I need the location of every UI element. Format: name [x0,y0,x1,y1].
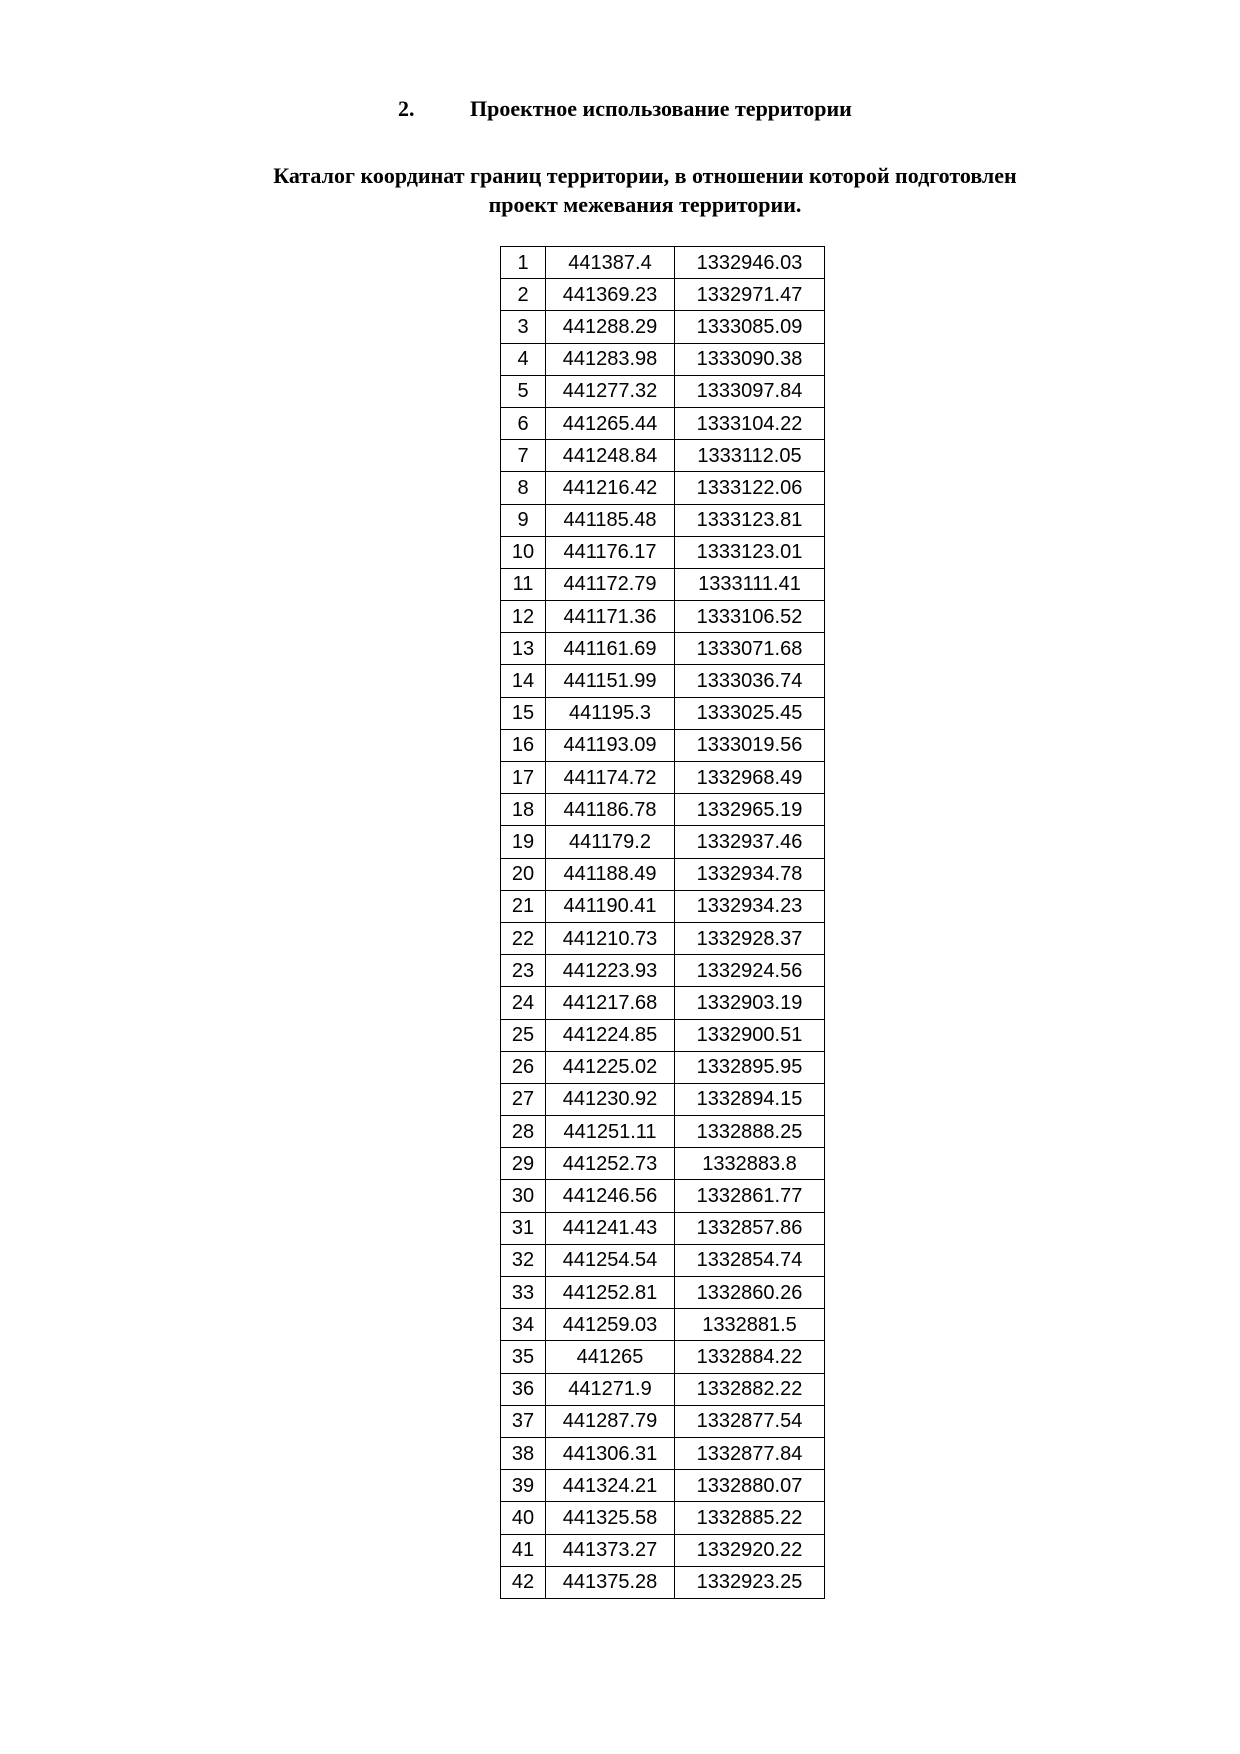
coordinate-y-cell: 1332877.84 [675,1437,825,1469]
coordinate-y-cell: 1333085.09 [675,311,825,343]
coordinate-x-cell: 441223.93 [546,955,675,987]
coordinate-x-cell: 441186.78 [546,794,675,826]
coordinate-y-cell: 1332937.46 [675,826,825,858]
coordinate-x-cell: 441254.54 [546,1244,675,1276]
table-row [501,1148,825,1180]
table-row [501,1180,825,1212]
table-row [501,922,825,954]
coordinate-y-cell: 1332882.22 [675,1373,825,1405]
table-row [501,1116,825,1148]
coordinate-x-cell: 441190.41 [546,890,675,922]
coordinate-y-cell: 1332900.51 [675,1019,825,1051]
table-row [501,1019,825,1051]
coordinate-y-cell: 1332928.37 [675,922,825,954]
coordinate-y-cell: 1332877.54 [675,1405,825,1437]
point-number-cell: 6 [501,407,546,439]
point-number-cell: 39 [501,1470,546,1502]
point-number-cell: 26 [501,1051,546,1083]
coordinate-y-cell: 1332880.07 [675,1470,825,1502]
table-row [501,890,825,922]
point-number-cell: 18 [501,794,546,826]
coordinate-x-cell: 441387.4 [546,247,675,279]
point-number-cell: 12 [501,601,546,633]
point-number-cell: 11 [501,568,546,600]
point-number-cell: 14 [501,665,546,697]
point-number-cell: 22 [501,922,546,954]
table-row [501,1405,825,1437]
table-row [501,375,825,407]
coordinate-x-cell: 441259.03 [546,1309,675,1341]
coordinate-x-cell: 441271.9 [546,1373,675,1405]
coordinate-y-cell: 1332861.77 [675,1180,825,1212]
coordinate-y-cell: 1332903.19 [675,987,825,1019]
point-number-cell: 3 [501,311,546,343]
coordinate-y-cell: 1333123.81 [675,504,825,536]
coordinate-y-cell: 1333111.41 [675,568,825,600]
point-number-cell: 8 [501,472,546,504]
point-number-cell: 13 [501,633,546,665]
table-row [501,1277,825,1309]
coordinate-x-cell: 441324.21 [546,1470,675,1502]
point-number-cell: 2 [501,279,546,311]
table-row [501,504,825,536]
point-number-cell: 1 [501,247,546,279]
coordinate-y-cell: 1332857.86 [675,1212,825,1244]
table-row [501,826,825,858]
table-row [501,1051,825,1083]
coordinate-x-cell: 441176.17 [546,536,675,568]
coordinate-x-cell: 441283.98 [546,343,675,375]
point-number-cell: 42 [501,1566,546,1598]
coordinate-x-cell: 441277.32 [546,375,675,407]
coordinate-x-cell: 441172.79 [546,568,675,600]
coordinate-y-cell: 1333036.74 [675,665,825,697]
coordinate-x-cell: 441373.27 [546,1534,675,1566]
table-row [501,794,825,826]
point-number-cell: 29 [501,1148,546,1180]
table-row [501,1566,825,1598]
coordinate-y-cell: 1332885.22 [675,1502,825,1534]
coordinate-y-cell: 1332965.19 [675,794,825,826]
table-row [501,472,825,504]
point-number-cell: 36 [501,1373,546,1405]
table-row [501,858,825,890]
point-number-cell: 25 [501,1019,546,1051]
coordinate-x-cell: 441251.11 [546,1116,675,1148]
coordinate-x-cell: 441151.99 [546,665,675,697]
coordinate-x-cell: 441210.73 [546,922,675,954]
table-row [501,1244,825,1276]
coordinate-x-cell: 441230.92 [546,1083,675,1115]
coordinate-x-cell: 441174.72 [546,762,675,794]
table-row [501,343,825,375]
point-number-cell: 19 [501,826,546,858]
coordinate-x-cell: 441265.44 [546,407,675,439]
point-number-cell: 35 [501,1341,546,1373]
coordinate-y-cell: 1333097.84 [675,375,825,407]
section-title: Проектное использование территории [470,96,852,121]
point-number-cell: 24 [501,987,546,1019]
table-row [501,1534,825,1566]
coordinate-x-cell: 441306.31 [546,1437,675,1469]
coordinate-x-cell: 441252.81 [546,1277,675,1309]
table-row [501,762,825,794]
point-number-cell: 5 [501,375,546,407]
coordinate-x-cell: 441216.42 [546,472,675,504]
table-row [501,633,825,665]
table-row [501,279,825,311]
point-number-cell: 17 [501,762,546,794]
point-number-cell: 20 [501,858,546,890]
table-row [501,568,825,600]
coordinate-x-cell: 441325.58 [546,1502,675,1534]
coordinate-y-cell: 1332884.22 [675,1341,825,1373]
coordinate-y-cell: 1332881.5 [675,1309,825,1341]
coordinate-y-cell: 1332894.15 [675,1083,825,1115]
table-row [501,729,825,761]
point-number-cell: 30 [501,1180,546,1212]
point-number-cell: 4 [501,343,546,375]
table-row [501,311,825,343]
point-number-cell: 34 [501,1309,546,1341]
table-row [501,697,825,729]
table-row [501,987,825,1019]
table-row [501,1083,825,1115]
coordinate-x-cell: 441246.56 [546,1180,675,1212]
coordinate-y-cell: 1332934.78 [675,858,825,890]
point-number-cell: 40 [501,1502,546,1534]
point-number-cell: 37 [501,1405,546,1437]
coordinate-x-cell: 441287.79 [546,1405,675,1437]
table-row [501,407,825,439]
coordinate-y-cell: 1333104.22 [675,407,825,439]
point-number-cell: 28 [501,1116,546,1148]
coordinate-x-cell: 441224.85 [546,1019,675,1051]
catalog-title [195,161,1095,219]
coordinate-y-cell: 1333090.38 [675,343,825,375]
table-row [501,665,825,697]
coordinate-y-cell: 1333071.68 [675,633,825,665]
coordinate-x-cell: 441288.29 [546,311,675,343]
table-row [501,1437,825,1469]
point-number-cell: 16 [501,729,546,761]
coordinate-y-cell: 1333123.01 [675,536,825,568]
coordinate-x-cell: 441179.2 [546,826,675,858]
table-row [501,1470,825,1502]
coordinate-x-cell: 441161.69 [546,633,675,665]
coordinate-x-cell: 441248.84 [546,440,675,472]
table-row [501,955,825,987]
coordinate-y-cell: 1332934.23 [675,890,825,922]
table-row [501,440,825,472]
section-number: 2. [398,96,415,121]
point-number-cell: 38 [501,1437,546,1469]
point-number-cell: 27 [501,1083,546,1115]
point-number-cell: 9 [501,504,546,536]
coordinates-table [500,246,825,1599]
table-row [501,1373,825,1405]
coordinate-x-cell: 441193.09 [546,729,675,761]
table-row [501,536,825,568]
point-number-cell: 21 [501,890,546,922]
coordinates-table-body [501,247,825,1599]
coordinate-y-cell: 1333025.45 [675,697,825,729]
table-row [501,1502,825,1534]
coordinate-x-cell: 441225.02 [546,1051,675,1083]
table-row [501,1341,825,1373]
coordinate-x-cell: 441185.48 [546,504,675,536]
table-row [501,1309,825,1341]
coordinate-y-cell: 1332923.25 [675,1566,825,1598]
point-number-cell: 31 [501,1212,546,1244]
table-row [501,601,825,633]
point-number-cell: 32 [501,1244,546,1276]
coordinate-y-cell: 1333106.52 [675,601,825,633]
coordinate-x-cell: 441375.28 [546,1566,675,1598]
coordinate-y-cell: 1332888.25 [675,1116,825,1148]
point-number-cell: 23 [501,955,546,987]
coordinate-y-cell: 1332920.22 [675,1534,825,1566]
section-heading [0,96,1240,126]
coordinate-x-cell: 441188.49 [546,858,675,890]
coordinate-y-cell: 1333112.05 [675,440,825,472]
coordinate-y-cell: 1332968.49 [675,762,825,794]
coordinate-x-cell: 441171.36 [546,601,675,633]
coordinate-y-cell: 1332854.74 [675,1244,825,1276]
coordinate-x-cell: 441252.73 [546,1148,675,1180]
coordinate-x-cell: 441369.23 [546,279,675,311]
point-number-cell: 15 [501,697,546,729]
coordinate-y-cell: 1332971.47 [675,279,825,311]
coordinate-y-cell: 1333019.56 [675,729,825,761]
coordinate-x-cell: 441265 [546,1341,675,1373]
coordinate-y-cell: 1332883.8 [675,1148,825,1180]
point-number-cell: 7 [501,440,546,472]
point-number-cell: 33 [501,1277,546,1309]
table-row [501,247,825,279]
coordinate-x-cell: 441217.68 [546,987,675,1019]
coordinate-y-cell: 1333122.06 [675,472,825,504]
coordinate-y-cell: 1332895.95 [675,1051,825,1083]
coordinate-x-cell: 441241.43 [546,1212,675,1244]
coordinate-y-cell: 1332860.26 [675,1277,825,1309]
coordinate-y-cell: 1332924.56 [675,955,825,987]
coordinate-x-cell: 441195.3 [546,697,675,729]
table-row [501,1212,825,1244]
point-number-cell: 41 [501,1534,546,1566]
catalog-title-line-1: Каталог координат границ территории, в отношении которой подготовлен [273,163,1017,188]
coordinate-y-cell: 1332946.03 [675,247,825,279]
catalog-title-line-2: проект межевания территории. [488,192,802,217]
point-number-cell: 10 [501,536,546,568]
